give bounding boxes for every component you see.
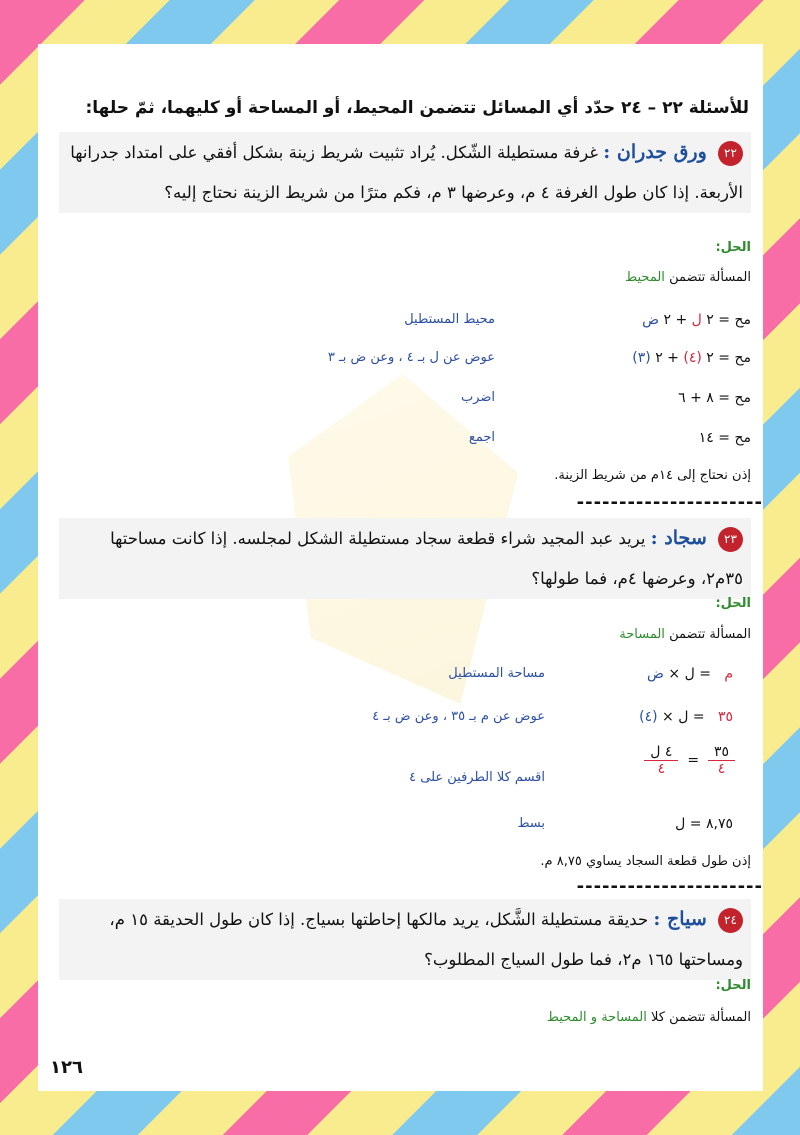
page [38, 44, 763, 1091]
involves-perimeter: المحيط [546, 1010, 587, 1025]
involves-perimeter: المحيط [625, 270, 665, 285]
fraction-left: $\frac{٣٥}{٤}$ [708, 744, 735, 777]
instructions-header: للأسئلة ٢٢ – ٢٤ حدّد أي المسائل تتضمن المحيط، أو المساحة أو كليهما، ثمّ حلها: [85, 98, 749, 118]
separator: ---------------------- [576, 492, 763, 513]
step-note: محيط المستطيل [404, 312, 495, 327]
question-number-badge: ٢٢ [718, 141, 743, 166]
question-text: يريد عبد المجيد شراء قطعة سجاد مستطيلة الشكل لمجلسه. إذا كانت مساحتها ٣٥م٢، وعرضها ٤م، فما طولها؟ [110, 529, 743, 588]
question-title: ورق جدران : [603, 141, 707, 163]
question-23 [59, 518, 751, 599]
involves-area: المساحة [619, 627, 665, 642]
equation-2: ٣٥ = ل × (٤) [639, 709, 733, 725]
involves-line: المسألة تتضمن المحيط [625, 270, 751, 285]
solution-label: الحل: [715, 596, 751, 611]
step-note: اضرب [460, 390, 495, 405]
conclusion: إذن نحتاج إلى ١٤م من شريط الزينة. [554, 468, 751, 483]
page-number: ١٢٦ [50, 1057, 83, 1078]
step-note: اجمع [468, 430, 495, 445]
conclusion: إذن طول قطعة السجاد يساوي ٨,٧٥ م. [540, 854, 751, 869]
equation-1: م = ل × ض [647, 666, 733, 682]
question-number-badge: ٢٤ [718, 908, 743, 933]
question-text: حديقة مستطيلة الشَّكل، يريد مالكها إحاطتها بسياج. إذا كان طول الحديقة ١٥ م، ومساحتها ١٦٥ م٢، فما طول السياج المطلوب؟ [109, 910, 743, 969]
step-note: عوض عن ل بـ ٤ ، وعن ض بـ ٣ [327, 350, 495, 365]
equation-4: ٨,٧٥ = ل [675, 816, 733, 832]
step-note: اقسم كلا الطرفين على ٤ [409, 770, 545, 785]
step-note: مساحة المستطيل [448, 666, 545, 681]
equation-1: مح = ٢ ل + ٢ ض [642, 312, 751, 328]
step-note: بسط [517, 816, 545, 831]
question-text: غرفة مستطيلة الشّكل. يُراد تثبيت شريط زينة بشكل أفقي على امتداد جدرانها الأربعة. إذا كان طول الغرفة ٤ م، وعرضها ٣ م، فكم مترًا من شريط الزينة نحتاج إليه؟ [70, 143, 743, 202]
involves-line: المسألة تتضمن كلا المساحة و المحيط [546, 1010, 751, 1025]
involves-line: المسألة تتضمن المساحة [619, 627, 751, 642]
question-22 [59, 132, 751, 213]
question-title: سياج : [653, 908, 707, 930]
solution-label: الحل: [715, 978, 751, 993]
equation-3-fractions: $\frac{٣٥}{٤}$ = $\frac{\text{٤ ل}}{٤}$ [644, 744, 735, 777]
step-note: عوض عن م بـ ٣٥ ، وعن ض بـ ٤ [372, 709, 545, 724]
equation-4: مح = ١٤ [698, 430, 751, 446]
fraction-right: $\frac{\text{٤ ل}}{٤}$ [644, 744, 678, 777]
question-number-badge: ٢٣ [718, 527, 743, 552]
involves-area: المساحة [601, 1010, 647, 1025]
solution-label: الحل: [715, 240, 751, 255]
separator: ---------------------- [576, 876, 763, 897]
question-24 [59, 899, 751, 980]
equation-2: مح = ٢ (٤) + ٢ (٣) [632, 350, 751, 366]
question-title: سجاد : [650, 527, 707, 549]
equation-3: مح = ٨ + ٦ [678, 390, 751, 406]
